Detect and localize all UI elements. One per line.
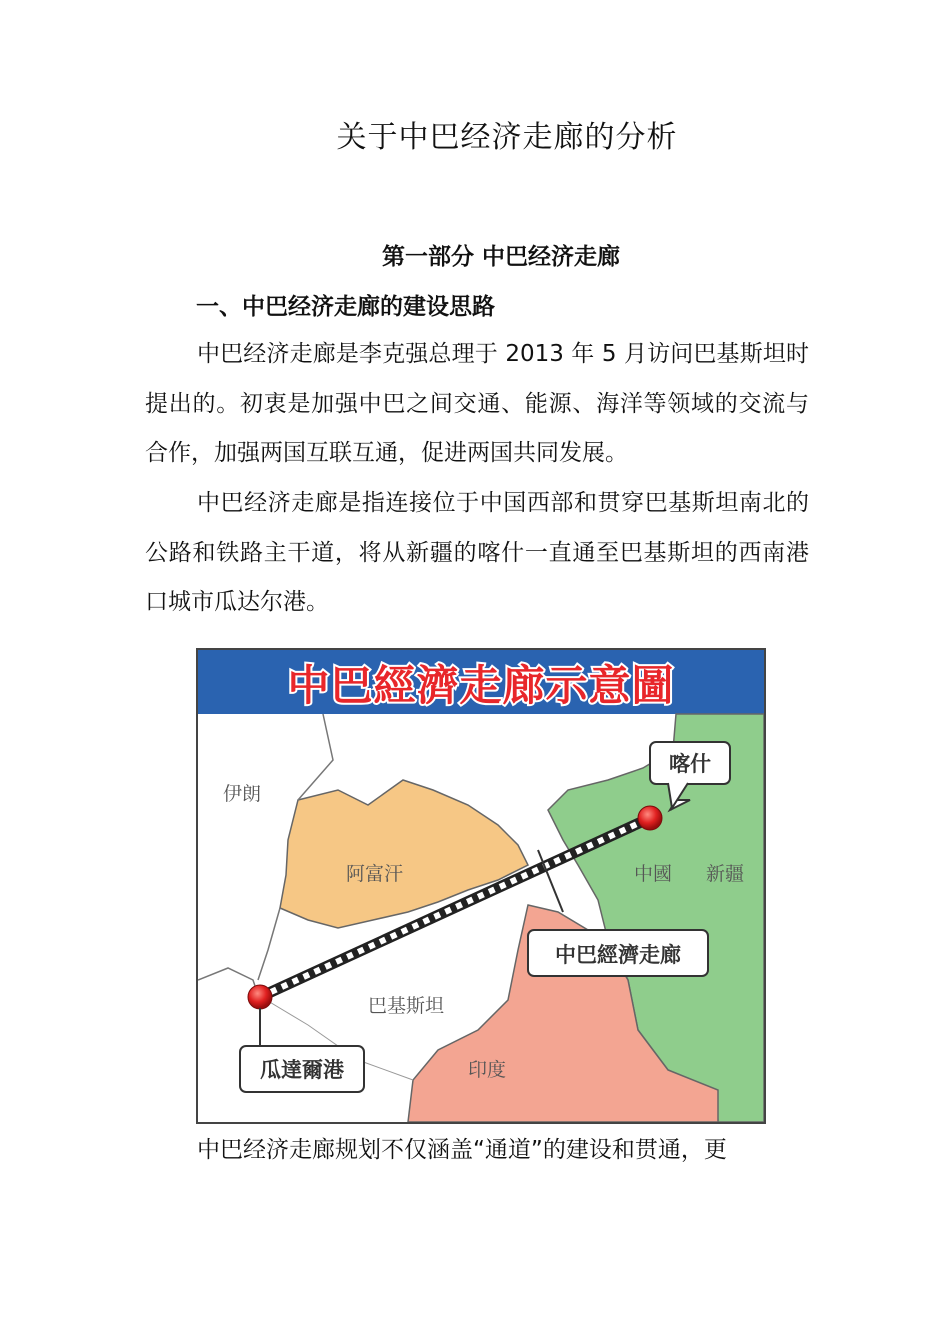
kashgar-marker-icon xyxy=(638,806,662,830)
callout-gwadar: 瓜達爾港 xyxy=(260,1058,344,1082)
gwadar-callout xyxy=(240,1008,364,1092)
label-iran: 伊朗 xyxy=(223,783,262,805)
label-pakistan: 巴基斯坦 xyxy=(368,995,445,1017)
label-china: 中國 xyxy=(634,863,673,885)
afghanistan-region xyxy=(280,780,528,928)
part-heading: 第一部分 中巴经济走廊 xyxy=(381,244,620,270)
paragraph-2: 中巴经济走廊是指连接位于中国西部和贯穿巴基斯坦南北的公路和铁路主干道，将从新疆的喀什一直通至巴基斯坦的西南港口城市瓜达尔港。 xyxy=(145,490,809,615)
callout-kashgar: 喀什 xyxy=(669,752,711,776)
label-india: 印度 xyxy=(468,1059,507,1081)
corridor-map-figure xyxy=(196,648,766,1124)
document-title: 关于中巴经济走廊的分析 xyxy=(336,120,678,155)
paragraph-3: 中巴经济走廊规划不仅涵盖“通道”的建设和贯通，更 xyxy=(197,1137,727,1163)
coast-line xyxy=(198,968,258,995)
section-heading: 一、中巴经济走廊的建设思路 xyxy=(196,294,495,320)
iran-pakistan-border xyxy=(258,908,280,980)
map-banner-title: 中巴經濟走廊示意圖 xyxy=(287,661,675,710)
label-xinjiang: 新疆 xyxy=(706,863,745,885)
gwadar-marker-icon xyxy=(248,985,272,1009)
corridor-map xyxy=(198,650,764,1122)
label-afghanistan: 阿富汗 xyxy=(346,863,404,885)
callout-corridor: 中巴經濟走廊 xyxy=(555,943,681,967)
paragraph-1: 中巴经济走廊是李克强总理于 2013 年 5 月访问巴基斯坦时提出的。初衷是加强中巴之间交通、能源、海洋等领域的交流与合作，加强两国互联互通，促进两国共同发展。 xyxy=(145,341,809,466)
iran-border xyxy=(298,714,333,800)
